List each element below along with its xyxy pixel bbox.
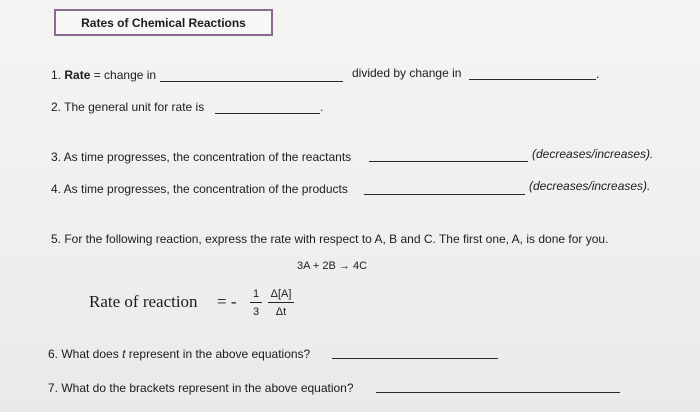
question-1-divided-text: divided by change in [352, 66, 462, 80]
question-1-period: . [596, 67, 600, 81]
question-4: 4. As time progresses, the concentration of the products [51, 182, 348, 196]
question-6-post: represent in the above equations? [128, 347, 311, 361]
worksheet-title [54, 9, 273, 36]
question-4-blank[interactable] [364, 194, 525, 195]
delta-fraction-bar [268, 302, 294, 303]
question-1-rate-word: Rate [64, 68, 91, 82]
question-6-blank[interactable] [332, 358, 498, 359]
question-3-choice: (decreases/increases). [532, 147, 654, 161]
question-3-blank[interactable] [369, 161, 528, 162]
coefficient-numerator: 1 [252, 288, 260, 300]
question-3: 3. As time progresses, the concentration of the reactants [51, 150, 352, 164]
question-6 [48, 347, 310, 361]
coefficient-denominator: 3 [252, 306, 260, 318]
question-1-change-in: = change in [93, 68, 157, 82]
question-2-period: . [320, 100, 324, 114]
question-1-number: 1. [51, 68, 62, 82]
reaction-equation: 3A + 2B → 4C [297, 260, 368, 272]
question-1-blank-1[interactable] [160, 81, 343, 82]
question-2: 2. The general unit for rate is [51, 100, 205, 114]
question-6-pre: 6. What does [48, 347, 119, 361]
question-6-variable: t [122, 347, 126, 361]
question-4-choice: (decreases/increases). [529, 179, 651, 193]
question-1-blank-2[interactable] [469, 79, 596, 80]
question-7: 7. What do the brackets represent in the above equation? [48, 381, 354, 395]
rate-expression-label: Rate of reaction [89, 292, 198, 311]
worksheet-title-text: Rates of Chemical Reactions [81, 15, 246, 30]
question-7-blank[interactable] [376, 392, 620, 393]
question-5: 5. For the following reaction, express the rate with respect to A, B and C. The first one, A, is done for you. [51, 232, 609, 246]
question-1 [51, 68, 156, 82]
rate-expression-equals: = - [217, 292, 237, 311]
delta-denominator: Δt [275, 306, 287, 318]
coefficient-fraction-bar [250, 302, 262, 303]
delta-numerator: Δ[A] [270, 288, 292, 300]
question-2-blank[interactable] [215, 113, 320, 114]
